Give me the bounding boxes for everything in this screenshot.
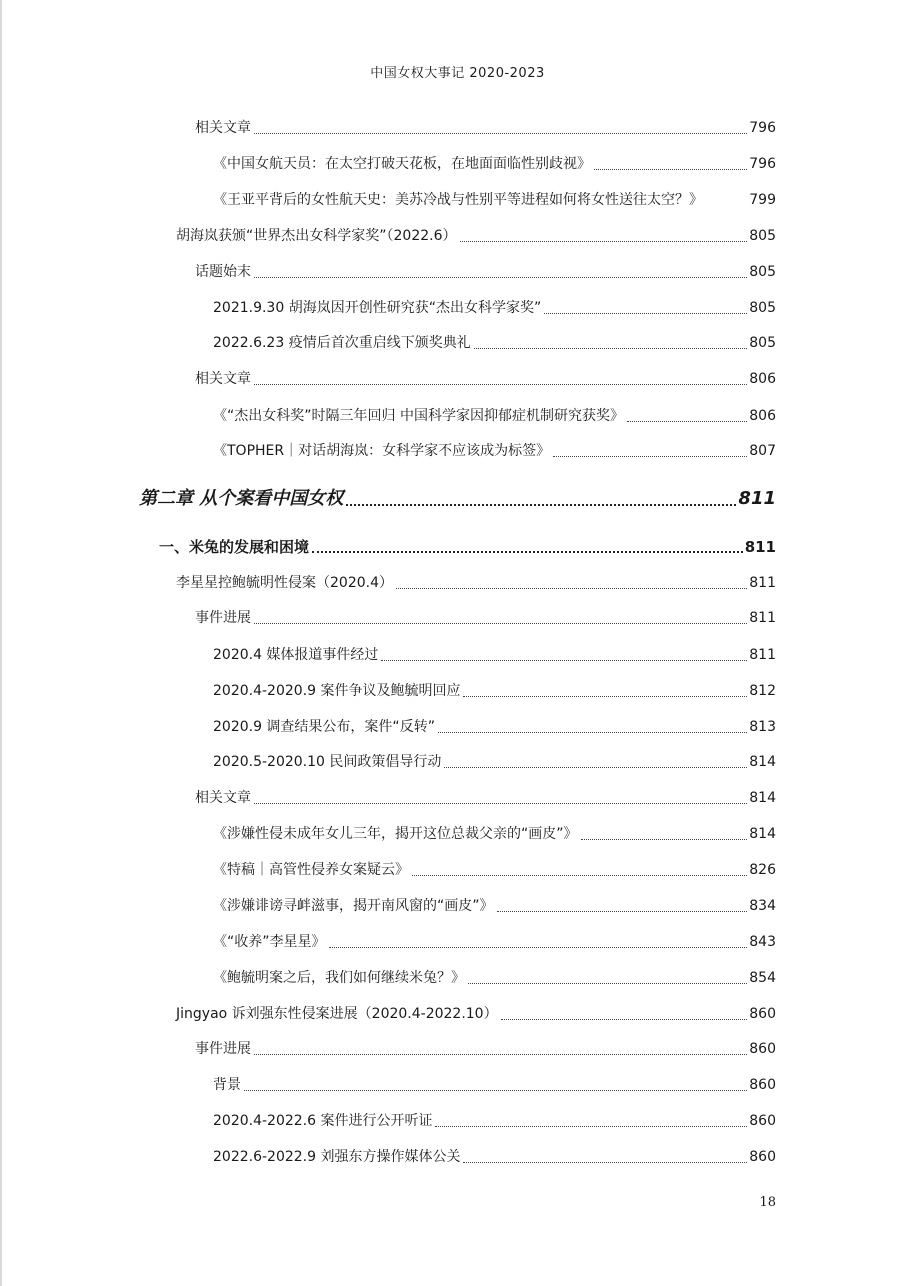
toc-entry[interactable]: 事件进展 860: [195, 1041, 776, 1057]
toc-entry[interactable]: 背景 860: [213, 1077, 776, 1093]
toc-entry[interactable]: 2020.4 媒体报道事件经过 811: [213, 647, 776, 663]
toc-entry[interactable]: 2020.4-2022.6 案件进行公开听证 860: [213, 1113, 776, 1129]
toc-entry[interactable]: 胡海岚获颁“世界杰出女科学家奖”（2022.6） 805: [176, 228, 776, 244]
toc-entry[interactable]: 李星星控鲍毓明性侵案（2020.4） 811: [176, 575, 776, 591]
toc-entry[interactable]: 话题始末 805: [195, 264, 776, 280]
toc-entry[interactable]: 2020.4-2020.9 案件争议及鲍毓明回应 812: [213, 683, 776, 699]
toc-entry[interactable]: 2021.9.30 胡海岚因开创性研究获“杰出女科学家奖” 805: [213, 300, 776, 316]
toc-section-heading[interactable]: 一、米兔的发展和困境 811: [159, 538, 776, 556]
page-edge: [0, 0, 2, 1286]
toc-entry[interactable]: 2020.9 调查结果公布，案件“反转” 813: [213, 719, 776, 735]
toc-entry[interactable]: Jingyao 诉刘强东性侵案进展（2020.4-2022.10） 860: [176, 1006, 776, 1022]
toc-entry[interactable]: 《鲍毓明案之后，我们如何继续米兔？》 854: [213, 970, 776, 986]
toc-entry[interactable]: 《特稿｜高管性侵养女案疑云》 826: [213, 862, 776, 878]
toc-entry[interactable]: 《王亚平背后的女性航天史：美苏冷战与性别平等进程如何将女性送往太空？》 799: [213, 192, 776, 208]
running-header: 中国女权大事记 2020-2023: [370, 66, 545, 81]
toc-entry[interactable]: 《“收养”李星星》 843: [213, 934, 776, 950]
toc-entry[interactable]: 事件进展 811: [195, 610, 776, 626]
toc-entry[interactable]: 2020.5-2020.10 民间政策倡导行动 814: [213, 754, 776, 770]
toc-entry[interactable]: 2022.6.23 疫情后首次重启线下颁奖典礼 805: [213, 335, 776, 351]
page-number: 18: [759, 1195, 776, 1210]
toc-entry[interactable]: 相关文章 796: [195, 120, 776, 136]
toc-chapter-heading[interactable]: 第二章 从个案看中国女权 811: [139, 488, 776, 509]
toc-entry[interactable]: 《TOPHER｜对话胡海岚：女科学家不应该成为标签》 807: [213, 443, 776, 459]
toc-entry[interactable]: 2022.6-2022.9 刘强东方操作媒体公关 860: [213, 1149, 776, 1165]
toc-entry[interactable]: 《涉嫌性侵未成年女儿三年，揭开这位总裁父亲的“画皮”》 814: [213, 826, 776, 842]
toc-entry[interactable]: 相关文章 814: [195, 790, 776, 806]
toc-entry[interactable]: 《“杰出女科奖”时隔三年回归 中国科学家因抑郁症机制研究获奖》 806: [213, 408, 776, 424]
toc-entry[interactable]: 《涉嫌诽谤寻衅滋事，揭开南风窗的“画皮”》 834: [213, 898, 776, 914]
toc-entry[interactable]: 《中国女航天员：在太空打破天花板，在地面面临性别歧视》 796: [213, 156, 776, 172]
toc-entry[interactable]: 相关文章 806: [195, 371, 776, 387]
